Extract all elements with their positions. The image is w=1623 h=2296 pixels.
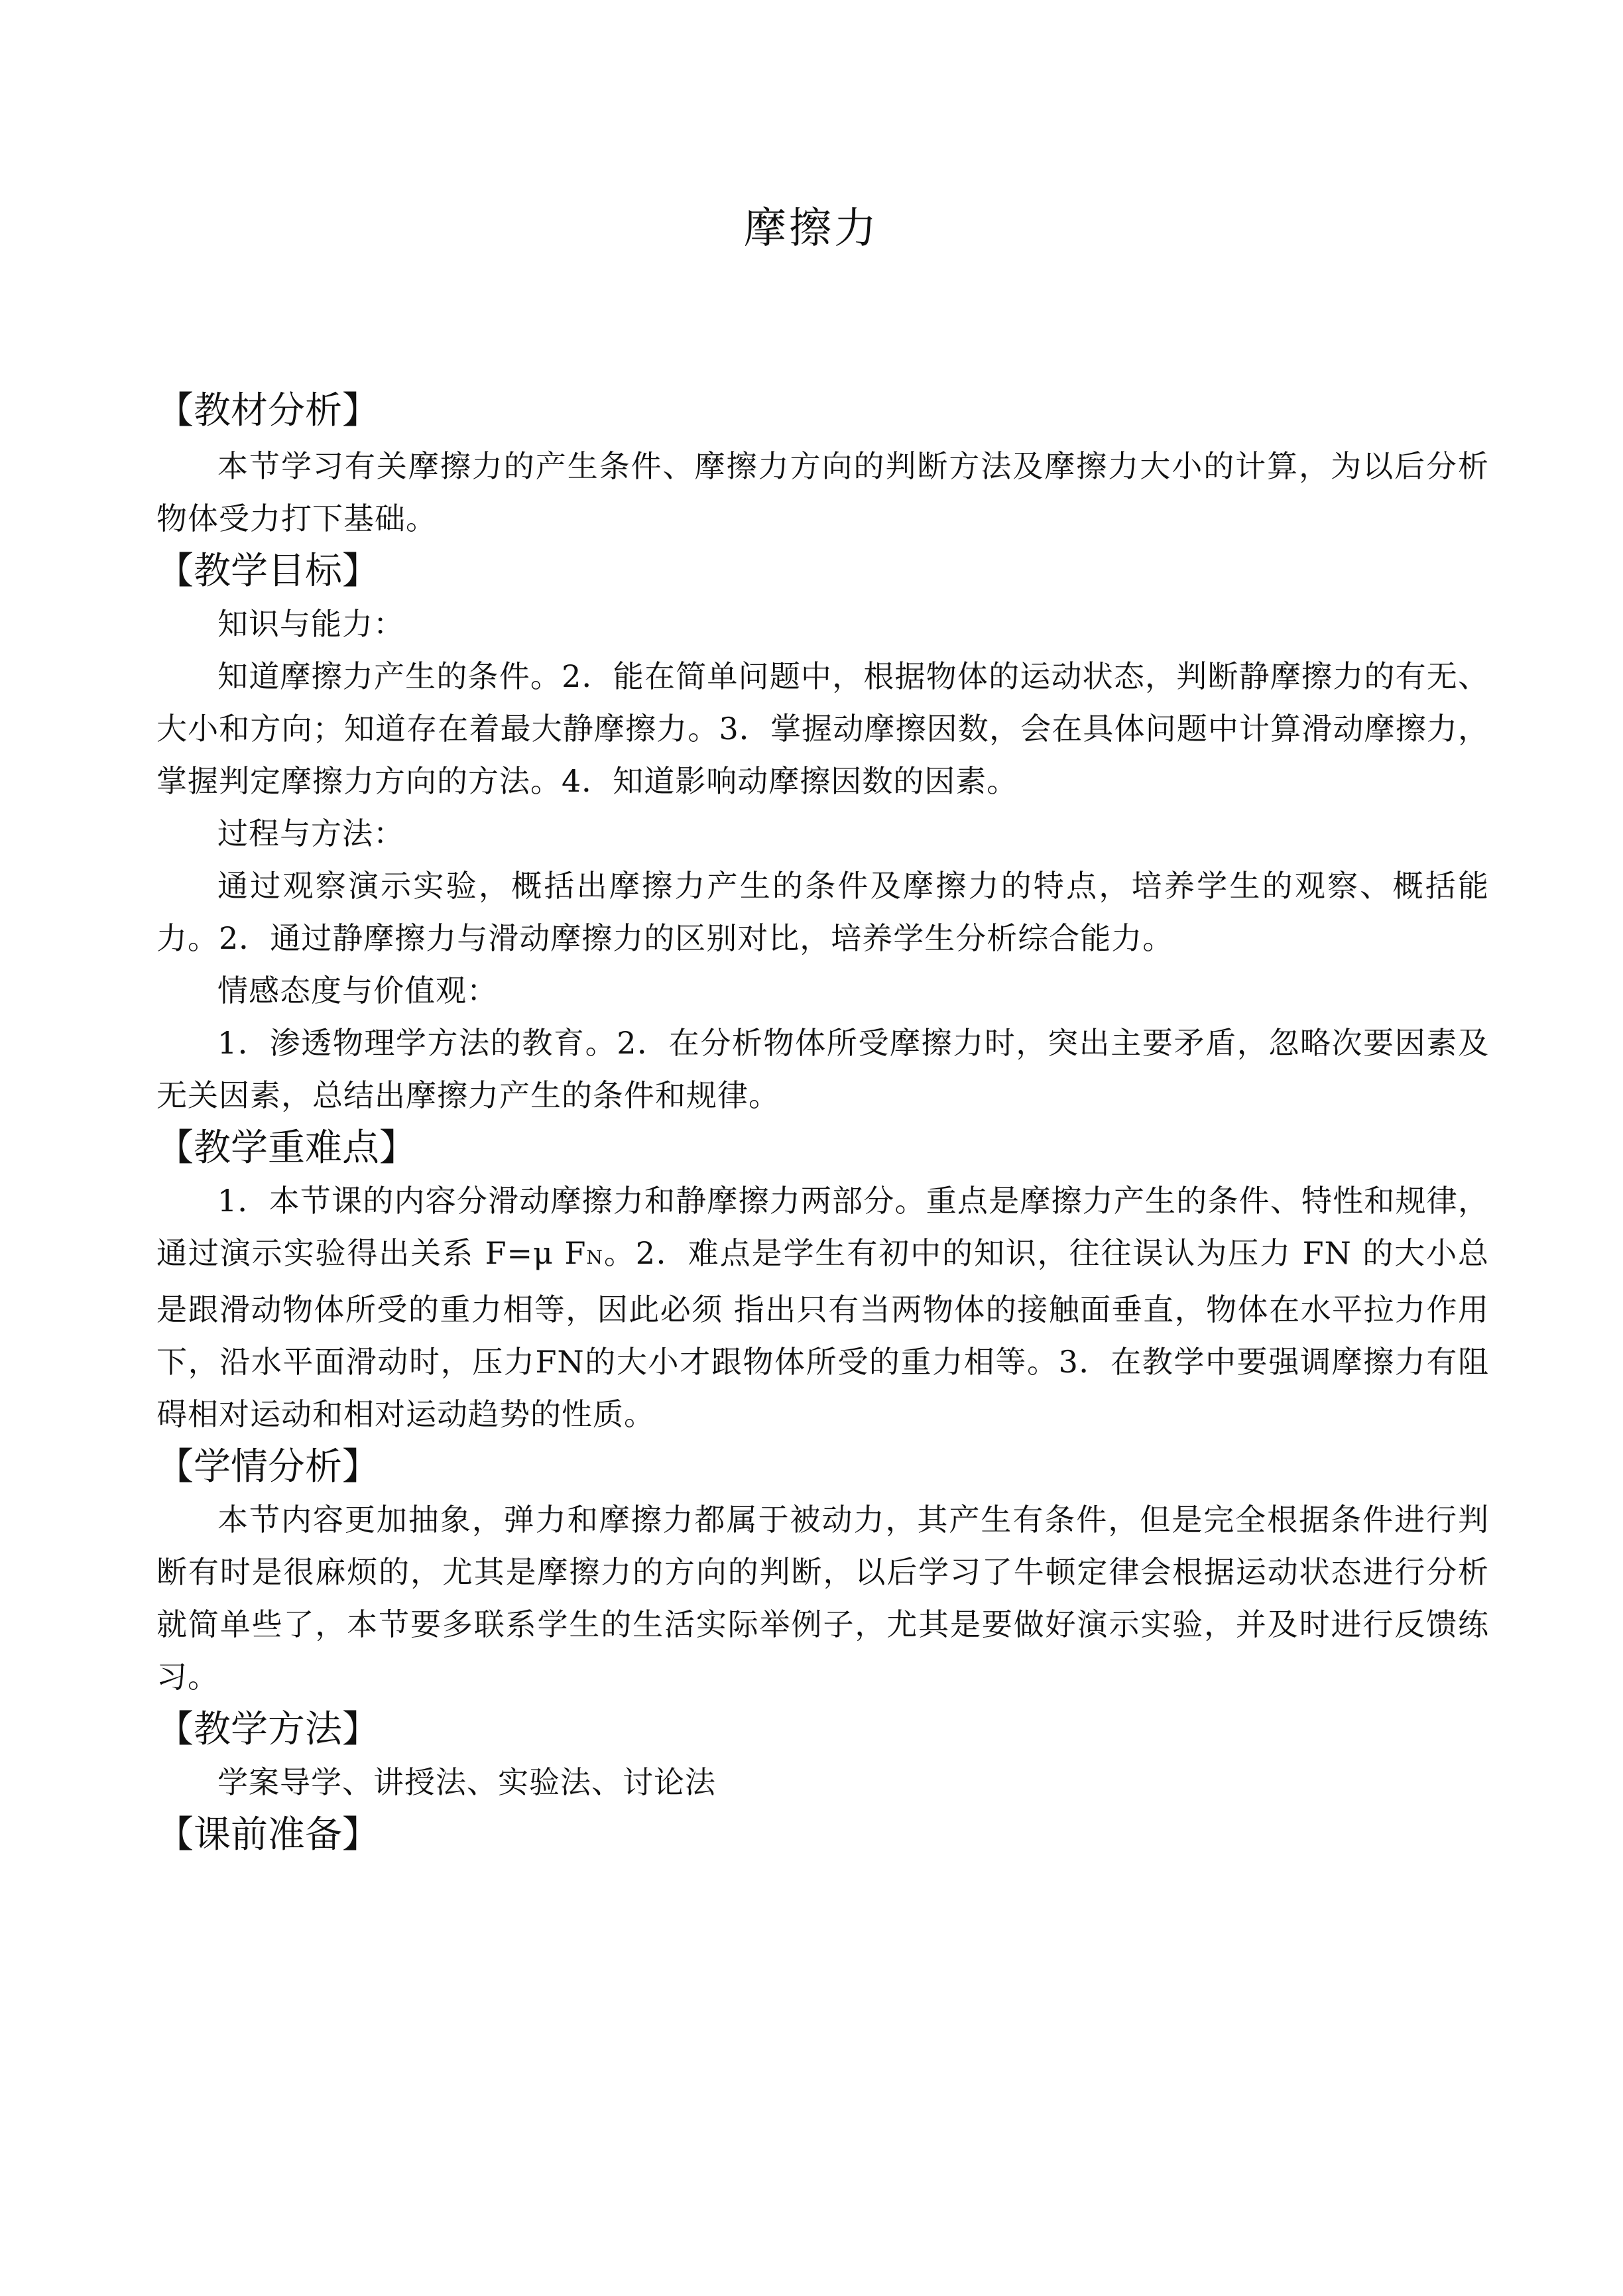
formula-subscript: N	[586, 1246, 603, 1268]
material-paragraph: 本节学习有关摩擦力的产生条件、摩擦力方向的判断方法及摩擦力大小的计算，为以后分析物体受力打下基础。	[156, 448, 1489, 536]
section-heading-goals: 【教学目标】	[156, 550, 379, 593]
keypoints-text-part2: 。2．难点是学生有初中的知识，往往误认为压力 FN 的大小总是跟滑动物体所受的重力相等，因此必须 指出只有当两物体的接触面垂直，物体在水平拉力作用下，沿水平面滑动时，压力FN的大小才跟物体所受的重力相等。3．在教学中要强调摩擦力有阻碍相对运动和相对运动趋势的性质。	[156, 1235, 1489, 1432]
section-heading-keypoints: 【教学重难点】	[156, 1126, 416, 1170]
section-heading-preparation: 【课前准备】	[156, 1813, 379, 1856]
students-paragraph: 本节内容更加抽象，弹力和摩擦力都属于被动力，其产生有条件，但是完全根据条件进行判断有时是很麻烦的，尤其是摩擦力的方向的判断，以后学习了牛顿定律会根据运动状态进行分析就简单些了，本节要多联系学生的生活实际举例子，尤其是要做好演示实验，并及时进行反馈练习。	[156, 1502, 1489, 1695]
keypoints-text-part1: 1．本节课的内容分滑动摩擦力和静摩擦力两部分。重点是摩擦力产生的条件、特性和规律，通过演示实验得出关系 F=μ F	[156, 1183, 1489, 1271]
page-title: 摩擦力	[744, 204, 879, 253]
section-heading-methods: 【教学方法】	[156, 1708, 379, 1751]
process-label: 过程与方法：	[217, 816, 404, 851]
section-heading-students: 【学情分析】	[156, 1445, 379, 1488]
keypoints-paragraph	[156, 1175, 1489, 1441]
methods-paragraph: 学案导学、讲授法、实验法、讨论法	[217, 1764, 716, 1800]
knowledge-paragraph: 知道摩擦力产生的条件。2．能在简单问题中，根据物体的运动状态，判断静摩擦力的有无、大小和方向；知道存在着最大静摩擦力。3．掌握动摩擦因数，会在具体问题中计算滑动摩擦力，掌握判定摩擦力方向的方法。4．知道影响动摩擦因数的因素。	[156, 658, 1489, 799]
emotion-paragraph: 1．渗透物理学方法的教育。2．在分析物体所受摩擦力时，突出主要矛盾，忽略次要因素及无关因素，总结出摩擦力产生的条件和规律。	[156, 1025, 1489, 1113]
document-body	[156, 385, 1489, 1862]
process-paragraph: 通过观察演示实验，概括出摩擦力产生的条件及摩擦力的特点，培养学生的观察、概括能力。2．通过静摩擦力与滑动摩擦力的区别对比，培养学生分析综合能力。	[156, 868, 1489, 956]
knowledge-label: 知识与能力：	[217, 606, 404, 642]
section-heading-material: 【教材分析】	[156, 389, 379, 432]
emotion-label: 情感态度与价值观：	[217, 973, 498, 1008]
